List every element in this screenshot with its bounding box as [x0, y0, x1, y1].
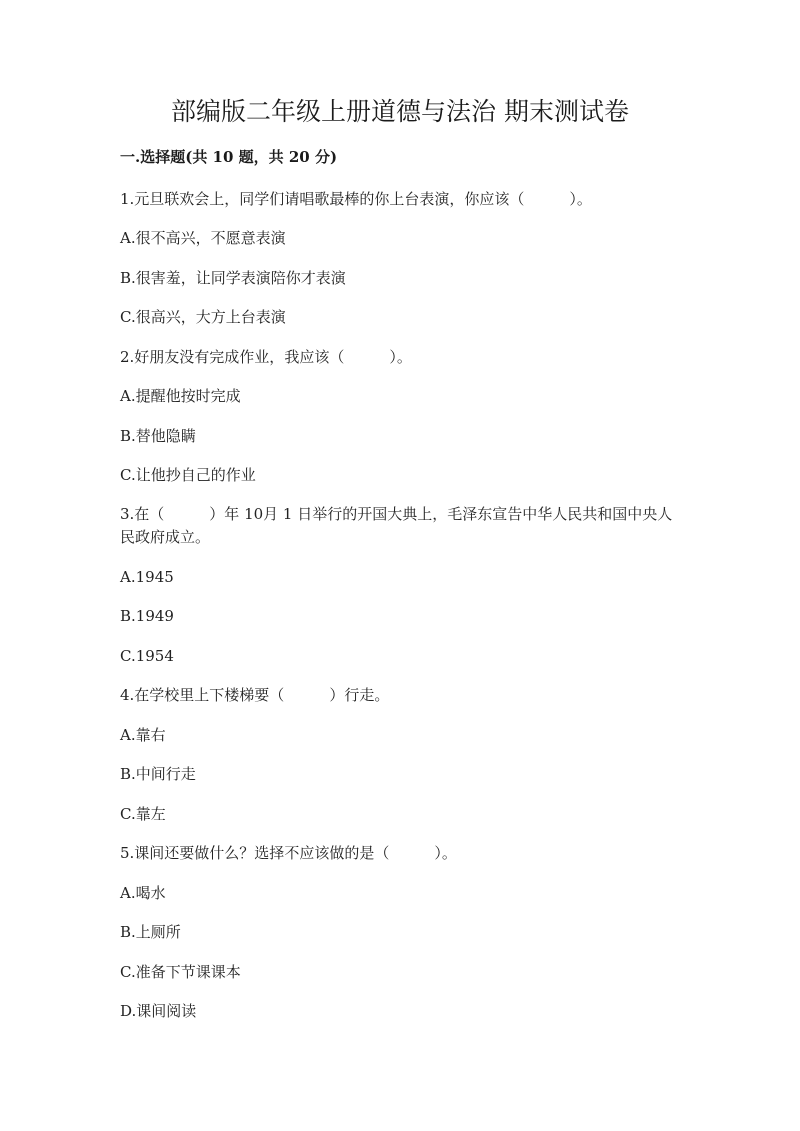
question-stem: 2.好朋友没有完成作业，我应该（ ）。 — [120, 348, 412, 366]
question-option: B.中间行走 — [120, 765, 196, 783]
question-option: A.靠右 — [120, 726, 166, 744]
page-title: 部编版二年级上册道德与法治 期末测试卷 — [171, 97, 629, 126]
question-option: C.让他抄自己的作业 — [120, 466, 256, 484]
question-option: B.1949 — [120, 607, 174, 625]
question-stem: 1.元旦联欢会上，同学们请唱歌最棒的你上台表演，你应该（ ）。 — [120, 190, 592, 208]
question-option: A.提醒他按时完成 — [120, 387, 241, 405]
question-option: B.上厕所 — [120, 923, 181, 941]
question-option: A.1945 — [120, 568, 174, 586]
question-option: A.很不高兴，不愿意表演 — [120, 229, 286, 247]
question-stem: 5.课间还要做什么？选择不应该做的是（ ）。 — [120, 844, 457, 862]
question-option: B.替他隐瞒 — [120, 427, 196, 445]
section-heading: 一.选择题(共 10 题，共 20 分) — [120, 148, 338, 166]
question-stem: 3.在（ ）年 10月 1 日举行的开国大典上，毛泽东宣告中华人民共和国中央人民政府成立。 — [120, 505, 673, 546]
question-option: C.1954 — [120, 647, 174, 665]
question-option: A.喝水 — [120, 884, 166, 902]
question-option: C.准备下节课课本 — [120, 963, 241, 981]
question-option: C.靠左 — [120, 805, 166, 823]
question-option: C.很高兴，大方上台表演 — [120, 308, 286, 326]
question-option: B.很害羞，让同学表演陪你才表演 — [120, 269, 346, 287]
question-option: D.课间阅读 — [120, 1002, 197, 1020]
question-stem: 4.在学校里上下楼梯要（ ）行走。 — [120, 686, 390, 704]
